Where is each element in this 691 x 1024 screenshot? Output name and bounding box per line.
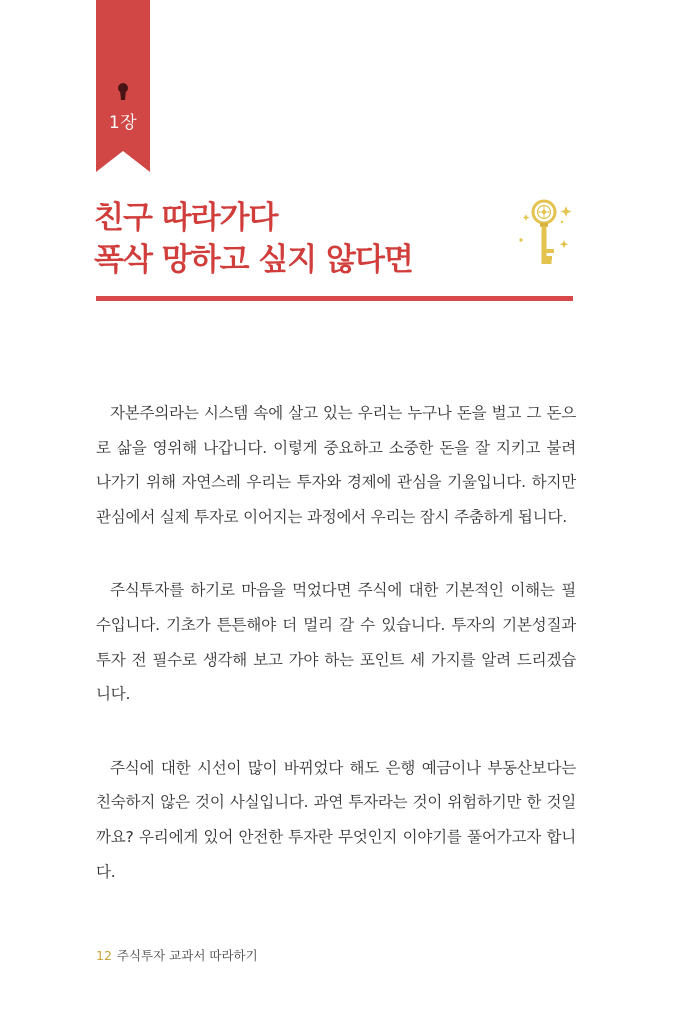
paragraph-2: 주식투자를 하기로 마음을 먹었다면 주식에 대한 기본적인 이해는 필수입니다. 기초가 튼튼해야 더 멀리 갈 수 있습니다. 투자의 기본성질과 투자 전 필수로 생각해 보고 가야 하는 포인트 세 가지를 알려 드리겠습니다. — [96, 581, 576, 704]
chapter-title — [94, 197, 413, 281]
chapter-title-line-1: 친구 따라가다 — [94, 200, 278, 236]
paragraph-1: 자본주의라는 시스템 속에 살고 있는 우리는 누구나 돈을 벌고 그 돈으로 삶을 영위해 나갑니다. 이렇게 중요하고 소중한 돈을 잘 지키고 불려 나가기 위해 자연스레 우리는 투자와 경제에 관심을 기울입니다. 하지만 관심에서 실제 투자로 이어지는 과정에서 우리는 잠시 주춤하게 됩니다. — [96, 404, 576, 526]
title-divider — [96, 296, 573, 301]
key-icon — [512, 196, 576, 272]
page-number: 12 — [96, 948, 112, 963]
keyhole-icon — [115, 82, 131, 102]
page-footer — [96, 946, 258, 964]
chapter-title-line-2: 폭삭 망하고 싶지 않다면 — [94, 242, 413, 278]
chapter-ribbon — [96, 0, 150, 172]
chapter-label: 1장 — [108, 113, 138, 133]
paragraph-3: 주식에 대한 시선이 많이 바뀌었다 해도 은행 예금이나 부동산보다는 친숙하지 않은 것이 사실입니다. 과연 투자라는 것이 위험하기만 한 것일까요? 우리에게 있어 안전한 투자란 무엇인지 이야기를 풀어가고자 합니다. — [96, 758, 576, 881]
body-text — [96, 396, 576, 928]
book-title: 주식투자 교과서 따라하기 — [116, 948, 258, 963]
